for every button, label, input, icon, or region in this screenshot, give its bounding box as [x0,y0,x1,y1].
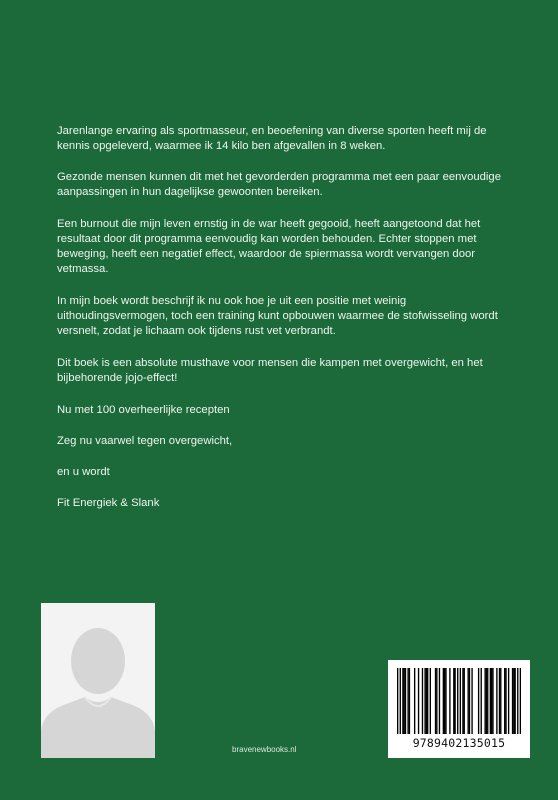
blurb-paragraph: Dit boek is een absolute musthave voor mensen die kampen met overgewicht, en het bijbehorende jojo-effect! [57,357,483,384]
barcode-bar [414,668,415,734]
barcode-bar [405,668,406,734]
barcode-bar [462,668,463,734]
barcode-bar [517,668,518,734]
barcode-bar [471,668,472,734]
barcode-bar [513,668,514,734]
barcode-bar [453,668,454,734]
barcode-bar [449,668,450,734]
blurb-text [57,124,507,527]
isbn-number: 9789402135015 [412,736,506,750]
barcode-bar [409,668,410,734]
barcode-bar [469,668,470,734]
barcode-bar [486,668,487,734]
barcode-bar [492,668,493,734]
barcode-bar [422,668,423,734]
barcode-bar [436,668,437,734]
barcode-bar [490,668,491,734]
barcode-bar [439,668,440,734]
barcode-bar [407,668,408,734]
barcode-bar [478,668,479,734]
barcode-bar [404,668,405,734]
blurb-paragraph: Zeg nu vaarwel tegen overgewicht, [57,435,233,447]
barcode-bar [484,668,485,734]
barcode-bar [444,668,445,734]
barcode-bar [508,668,509,734]
barcode-bar [491,668,492,734]
barcode-bar [496,668,497,734]
barcode-bar [445,668,446,734]
barcode-bar [499,668,500,734]
barcode-bar [504,668,505,734]
blurb-paragraph: In mijn boek wordt beschrijf ik nu ook hoe je uit een positie met weinig uithoudingsvermogen, toch een training kunt opbouwen waarmee de stofwisseling wordt versnelt, zodat je lichaam ook tijdens rust vet verbrandt. [57,295,498,337]
barcode-bar [424,668,425,734]
barcode-bar [460,668,461,734]
barcode-bar [520,668,521,734]
blurb-paragraph: Gezonde mensen kunnen dit met het gevorderden programma met een paar eenvoudige aanpassingen in hun dagelijkse gewoonten bereiken. [57,171,501,198]
publisher-url: bravenewbooks.nl [232,745,297,754]
barcode-bar [481,668,482,734]
barcode [388,660,530,758]
barcode-bar [427,668,428,734]
barcode-bars [397,668,521,734]
blurb-paragraph: Jarenlange ervaring als sportmasseur, en beoefening van diverse sporten heeft mij de kennis opgeleverd, waarmee ik 14 kilo ben afgevallen in 8 weken. [57,125,487,152]
barcode-bar [418,668,419,734]
barcode-bar [426,668,427,734]
barcode-bar [402,668,403,734]
barcode-bar [500,668,501,734]
barcode-bar [464,668,465,734]
barcode-bar [397,668,398,734]
author-photo [41,603,155,758]
blurb-paragraph: Fit Energiek & Slank [57,497,160,509]
barcode-bar [400,668,401,734]
barcode-bar [467,668,468,734]
barcode-bar [512,668,513,734]
barcode-bar [505,668,506,734]
blurb-paragraph: Nu met 100 overheerlijke recepten [57,404,230,416]
barcode-bar [454,668,455,734]
barcode-bar [430,668,431,734]
barcode-bar [487,668,488,734]
blurb-paragraph: en u wordt [57,466,110,478]
blurb-paragraph: Een burnout die mijn leven ernstig in de war heeft gegooid, heeft aangetoond dat het resultaat door dit programma eenvoudig kan worden behouden. Echter stoppen met beweging, heeft een negatief effect, waardoor de spiermassa wordt vervangen door vetmassa. [57,218,481,275]
barcode-bar [514,668,515,734]
avatar-placeholder-icon [41,603,155,758]
barcode-bar [443,668,444,734]
barcode-bar [435,668,436,734]
barcode-bar [457,668,458,734]
